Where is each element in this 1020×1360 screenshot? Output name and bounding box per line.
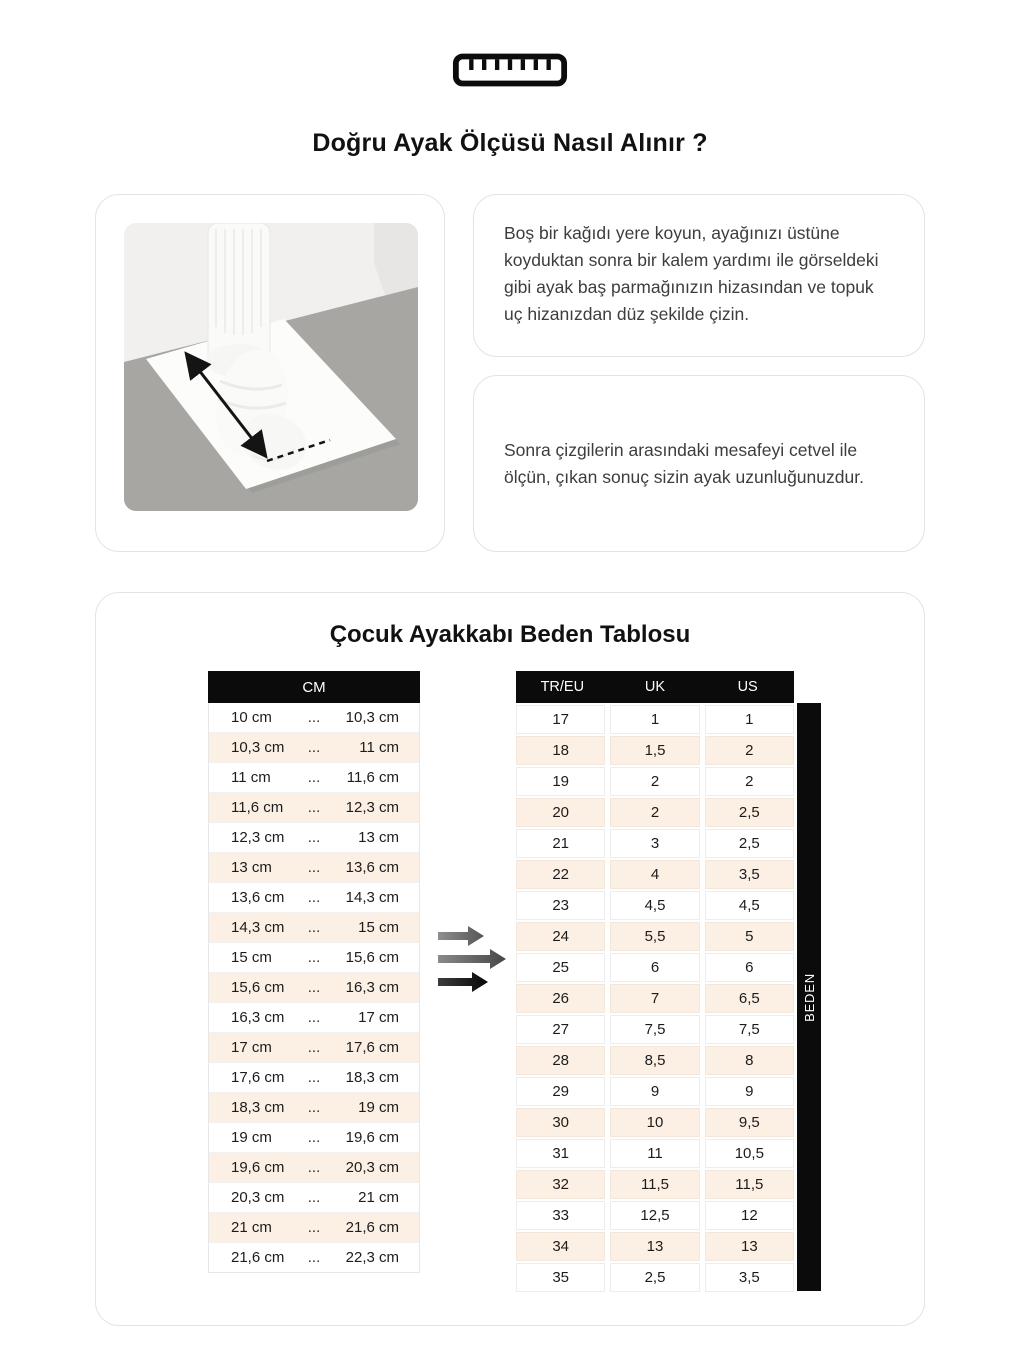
range-dots: ... — [307, 1189, 321, 1206]
cm-min: 12,3 cm — [231, 829, 285, 846]
ruler-icon — [452, 52, 568, 93]
cm-table-body — [208, 703, 420, 1273]
size-table-row — [516, 1046, 794, 1075]
us-cell: 3,5 — [705, 1263, 794, 1292]
instruction-text-column — [473, 194, 925, 552]
tr-eu-cell: 21 — [516, 829, 605, 858]
size-table-row — [516, 953, 794, 982]
cm-table-row — [209, 1213, 419, 1243]
tr-eu-cell: 17 — [516, 705, 605, 734]
range-dots: ... — [307, 799, 321, 816]
size-table-row — [516, 829, 794, 858]
cm-table-row — [209, 943, 419, 973]
size-table-row — [516, 767, 794, 796]
size-table-row — [516, 891, 794, 920]
cm-min: 19,6 cm — [231, 1159, 285, 1176]
range-dots: ... — [307, 1159, 321, 1176]
cm-min: 17 cm — [231, 1039, 272, 1056]
range-dots: ... — [307, 829, 321, 846]
cm-min: 14,3 cm — [231, 919, 285, 936]
us-cell: 2 — [705, 736, 794, 765]
cm-table-row — [209, 973, 419, 1003]
cm-min: 19 cm — [231, 1129, 272, 1146]
header-tr-eu: TR/EU — [540, 679, 585, 695]
instruction-card-2 — [473, 375, 925, 552]
cm-table-row — [209, 703, 419, 733]
size-table-body — [516, 705, 794, 1292]
uk-cell: 12,5 — [610, 1201, 699, 1230]
cm-min: 15 cm — [231, 949, 272, 966]
uk-cell: 8,5 — [610, 1046, 699, 1075]
cm-table-row — [209, 1093, 419, 1123]
cm-table-row — [209, 853, 419, 883]
uk-cell: 4 — [610, 860, 699, 889]
cm-max: 16,3 cm — [345, 979, 399, 996]
cm-max: 21,6 cm — [345, 1219, 399, 1236]
size-table-row — [516, 860, 794, 889]
tr-eu-cell: 19 — [516, 767, 605, 796]
range-dots: ... — [307, 709, 321, 726]
cm-table-row — [209, 1033, 419, 1063]
tr-eu-cell: 28 — [516, 1046, 605, 1075]
us-cell: 2,5 — [705, 829, 794, 858]
us-cell: 9 — [705, 1077, 794, 1106]
us-cell: 2,5 — [705, 798, 794, 827]
us-cell: 8 — [705, 1046, 794, 1075]
cm-min: 10 cm — [231, 709, 272, 726]
cm-max: 17 cm — [358, 1009, 399, 1026]
cm-min: 13,6 cm — [231, 889, 285, 906]
uk-cell: 10 — [610, 1108, 699, 1137]
size-table-card — [95, 592, 925, 1326]
cm-min: 16,3 cm — [231, 1009, 285, 1026]
tr-eu-cell: 18 — [516, 736, 605, 765]
cm-table-row — [209, 1003, 419, 1033]
size-table-row — [516, 736, 794, 765]
cm-max: 20,3 cm — [345, 1159, 399, 1176]
cm-table-row — [209, 1243, 419, 1272]
cm-table-row — [209, 733, 419, 763]
cm-min: 18,3 cm — [231, 1099, 285, 1116]
size-table-row — [516, 705, 794, 734]
cm-max: 18,3 cm — [345, 1069, 399, 1086]
range-dots: ... — [307, 1099, 321, 1116]
cm-table — [208, 671, 420, 1273]
us-cell: 7,5 — [705, 1015, 794, 1044]
us-cell: 5 — [705, 922, 794, 951]
foot-measurement-photo — [124, 223, 418, 511]
convert-arrows-icon — [436, 925, 508, 998]
uk-cell: 3 — [610, 829, 699, 858]
header-us: US — [737, 679, 758, 695]
tr-eu-cell: 22 — [516, 860, 605, 889]
cm-min: 15,6 cm — [231, 979, 285, 996]
beden-label-text: BEDEN — [801, 972, 817, 1022]
page-header — [0, 0, 1020, 158]
cm-table-row — [209, 823, 419, 853]
range-dots: ... — [307, 1219, 321, 1236]
size-table-row — [516, 1139, 794, 1168]
cm-max: 21 cm — [358, 1189, 399, 1206]
range-dots: ... — [307, 859, 321, 876]
cm-max: 15,6 cm — [345, 949, 399, 966]
measurement-photo-card — [95, 194, 445, 552]
us-cell: 2 — [705, 767, 794, 796]
size-table-row — [516, 798, 794, 827]
tr-eu-cell: 31 — [516, 1139, 605, 1168]
cm-max: 19,6 cm — [345, 1129, 399, 1146]
cm-max: 13,6 cm — [345, 859, 399, 876]
uk-cell: 1,5 — [610, 736, 699, 765]
cm-max: 22,3 cm — [345, 1249, 399, 1266]
us-cell: 11,5 — [705, 1170, 794, 1199]
tr-eu-cell: 35 — [516, 1263, 605, 1292]
cm-table-row — [209, 1183, 419, 1213]
cm-min: 11 cm — [231, 769, 271, 786]
tr-eu-cell: 30 — [516, 1108, 605, 1137]
cm-table-row — [209, 913, 419, 943]
cm-min: 11,6 cm — [231, 799, 284, 816]
beden-side-label — [797, 703, 821, 1291]
us-cell: 12 — [705, 1201, 794, 1230]
size-table-row — [516, 1232, 794, 1261]
uk-cell: 2 — [610, 767, 699, 796]
range-dots: ... — [307, 1069, 321, 1086]
cm-max: 19 cm — [358, 1099, 399, 1116]
cm-max: 17,6 cm — [345, 1039, 399, 1056]
range-dots: ... — [307, 1129, 321, 1146]
tr-eu-cell: 25 — [516, 953, 605, 982]
tr-eu-cell: 27 — [516, 1015, 605, 1044]
range-dots: ... — [307, 949, 321, 966]
cm-table-row — [209, 793, 419, 823]
uk-cell: 11 — [610, 1139, 699, 1168]
instruction-step-1: Boş bir kağıdı yere koyun, ayağınızı üstüne koyduktan sonra bir kalem yardımı ile görseldeki gibi ayak baş parmağınızın hizasından ve topuk uç hizanızdan düz şekilde çizin. — [504, 223, 879, 324]
cm-min: 20,3 cm — [231, 1189, 285, 1206]
cm-table-row — [209, 1123, 419, 1153]
uk-cell: 9 — [610, 1077, 699, 1106]
uk-cell: 11,5 — [610, 1170, 699, 1199]
instruction-step-2: Sonra çizgilerin arasındaki mesafeyi cetvel ile ölçün, çıkan sonuç sizin ayak uzunluğunuzdur. — [504, 439, 864, 487]
tr-eu-cell: 33 — [516, 1201, 605, 1230]
range-dots: ... — [307, 889, 321, 906]
tr-eu-cell: 29 — [516, 1077, 605, 1106]
cm-max: 15 cm — [358, 919, 399, 936]
international-size-table — [516, 671, 794, 1292]
us-cell: 3,5 — [705, 860, 794, 889]
cm-min: 21 cm — [231, 1219, 272, 1236]
size-table-row — [516, 984, 794, 1013]
range-dots: ... — [307, 1009, 321, 1026]
size-table-row — [516, 1263, 794, 1292]
cm-table-header: CM — [208, 671, 420, 703]
range-dots: ... — [307, 919, 321, 936]
cm-max: 12,3 cm — [345, 799, 399, 816]
tr-eu-cell: 23 — [516, 891, 605, 920]
range-dots: ... — [307, 739, 321, 756]
cm-min: 10,3 cm — [231, 739, 285, 756]
uk-cell: 7 — [610, 984, 699, 1013]
size-table-title: Çocuk Ayakkabı Beden Tablosu — [329, 621, 691, 648]
size-table-row — [516, 1201, 794, 1230]
cm-min: 13 cm — [231, 859, 272, 876]
range-dots: ... — [307, 769, 321, 786]
cm-max: 10,3 cm — [345, 709, 399, 726]
us-cell: 9,5 — [705, 1108, 794, 1137]
range-dots: ... — [307, 1249, 321, 1266]
uk-cell: 2 — [610, 798, 699, 827]
tr-eu-cell: 26 — [516, 984, 605, 1013]
us-cell: 13 — [705, 1232, 794, 1261]
size-table-header-row — [516, 671, 794, 703]
tr-eu-cell: 20 — [516, 798, 605, 827]
cm-table-row — [209, 883, 419, 913]
size-table-row — [516, 1108, 794, 1137]
size-table-row — [516, 1170, 794, 1199]
us-cell: 1 — [705, 705, 794, 734]
uk-cell: 1 — [610, 705, 699, 734]
range-dots: ... — [307, 1039, 321, 1056]
tr-eu-cell: 24 — [516, 922, 605, 951]
range-dots: ... — [307, 979, 321, 996]
uk-cell: 6 — [610, 953, 699, 982]
cm-max: 11 cm — [359, 739, 399, 756]
header-uk: UK — [644, 679, 666, 695]
cm-max: 13 cm — [358, 829, 399, 846]
size-table-row — [516, 1077, 794, 1106]
cm-table-row — [209, 1063, 419, 1093]
us-cell: 4,5 — [705, 891, 794, 920]
uk-cell: 7,5 — [610, 1015, 699, 1044]
cm-min: 17,6 cm — [231, 1069, 285, 1086]
us-cell: 6,5 — [705, 984, 794, 1013]
us-cell: 6 — [705, 953, 794, 982]
size-table-row — [516, 1015, 794, 1044]
cm-table-row — [209, 1153, 419, 1183]
tr-eu-cell: 34 — [516, 1232, 605, 1261]
page-title: Doğru Ayak Ölçüsü Nasıl Alınır ? — [312, 129, 708, 157]
cm-min: 21,6 cm — [231, 1249, 285, 1266]
uk-cell: 4,5 — [610, 891, 699, 920]
tr-eu-cell: 32 — [516, 1170, 605, 1199]
size-table-row — [516, 922, 794, 951]
instruction-card-1 — [473, 194, 925, 357]
uk-cell: 13 — [610, 1232, 699, 1261]
instruction-section — [95, 194, 925, 552]
cm-max: 11,6 cm — [346, 769, 399, 786]
cm-table-row — [209, 763, 419, 793]
us-cell: 10,5 — [705, 1139, 794, 1168]
uk-cell: 5,5 — [610, 922, 699, 951]
uk-cell: 2,5 — [610, 1263, 699, 1292]
cm-max: 14,3 cm — [345, 889, 399, 906]
